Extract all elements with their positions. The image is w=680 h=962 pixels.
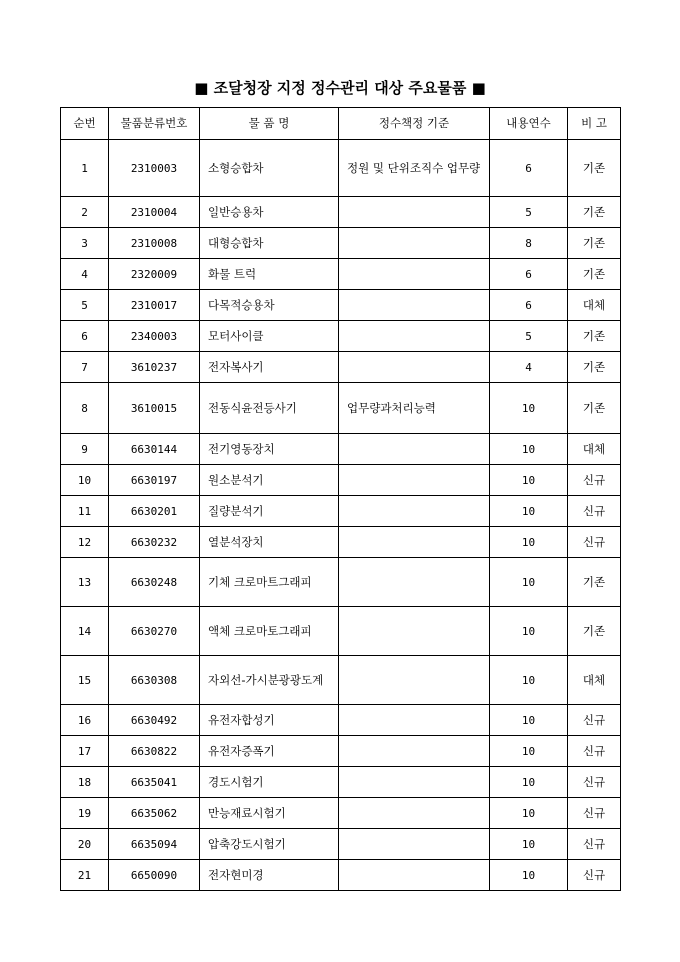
table-row xyxy=(61,860,621,891)
row-criteria xyxy=(339,656,490,705)
row-item-name: 전자복사기 xyxy=(200,352,339,383)
row-class-no: 6630248 xyxy=(109,558,200,607)
row-item-name: 소형승합차 xyxy=(200,140,339,197)
header-seq: 순번 xyxy=(61,108,109,140)
row-remarks: 기존 xyxy=(568,558,621,607)
row-seq: 9 xyxy=(61,434,109,465)
row-seq: 18 xyxy=(61,767,109,798)
row-class-no: 2340003 xyxy=(109,321,200,352)
row-criteria xyxy=(339,352,490,383)
row-seq: 12 xyxy=(61,527,109,558)
row-remarks: 기존 xyxy=(568,140,621,197)
row-class-no: 6630197 xyxy=(109,465,200,496)
table-row xyxy=(61,321,621,352)
row-criteria xyxy=(339,736,490,767)
row-useful-life: 10 xyxy=(490,736,568,767)
row-seq: 2 xyxy=(61,197,109,228)
row-criteria xyxy=(339,767,490,798)
table-row xyxy=(61,736,621,767)
table-row xyxy=(61,383,621,434)
row-criteria xyxy=(339,527,490,558)
row-useful-life: 10 xyxy=(490,607,568,656)
row-remarks: 신규 xyxy=(568,798,621,829)
row-useful-life: 6 xyxy=(490,290,568,321)
row-class-no: 2310003 xyxy=(109,140,200,197)
row-remarks: 기존 xyxy=(568,228,621,259)
row-useful-life: 10 xyxy=(490,829,568,860)
row-class-no: 6630822 xyxy=(109,736,200,767)
row-class-no: 2310017 xyxy=(109,290,200,321)
row-criteria xyxy=(339,465,490,496)
row-class-no: 6650090 xyxy=(109,860,200,891)
header-item-name: 물 품 명 xyxy=(200,108,339,140)
row-item-name: 모터사이클 xyxy=(200,321,339,352)
row-item-name: 일반승용차 xyxy=(200,197,339,228)
row-seq: 19 xyxy=(61,798,109,829)
row-criteria: 업무량과처리능력 xyxy=(339,383,490,434)
header-useful-life: 내용연수 xyxy=(490,108,568,140)
row-useful-life: 10 xyxy=(490,767,568,798)
row-seq: 3 xyxy=(61,228,109,259)
row-useful-life: 8 xyxy=(490,228,568,259)
row-item-name: 기체 크로마트그래피 xyxy=(200,558,339,607)
table-row xyxy=(61,140,621,197)
row-remarks: 기존 xyxy=(568,607,621,656)
header-remarks: 비 고 xyxy=(568,108,621,140)
table-row xyxy=(61,496,621,527)
table-row xyxy=(61,290,621,321)
row-seq: 8 xyxy=(61,383,109,434)
row-remarks: 대체 xyxy=(568,290,621,321)
row-item-name: 만능재료시험기 xyxy=(200,798,339,829)
row-useful-life: 5 xyxy=(490,197,568,228)
row-seq: 17 xyxy=(61,736,109,767)
row-criteria xyxy=(339,321,490,352)
row-remarks: 대체 xyxy=(568,656,621,705)
row-seq: 11 xyxy=(61,496,109,527)
row-criteria: 정원 및 단위조직수 업무량 xyxy=(339,140,490,197)
row-useful-life: 6 xyxy=(490,259,568,290)
row-class-no: 3610237 xyxy=(109,352,200,383)
table-row xyxy=(61,465,621,496)
row-criteria xyxy=(339,558,490,607)
row-item-name: 화물 트럭 xyxy=(200,259,339,290)
table-row xyxy=(61,352,621,383)
row-seq: 16 xyxy=(61,705,109,736)
row-criteria xyxy=(339,607,490,656)
table-row xyxy=(61,197,621,228)
row-seq: 1 xyxy=(61,140,109,197)
row-class-no: 6635062 xyxy=(109,798,200,829)
row-remarks: 신규 xyxy=(568,767,621,798)
row-item-name: 열분석장치 xyxy=(200,527,339,558)
row-criteria xyxy=(339,860,490,891)
row-item-name: 대형승합차 xyxy=(200,228,339,259)
row-item-name: 액체 크로마토그래피 xyxy=(200,607,339,656)
row-criteria xyxy=(339,197,490,228)
table-row xyxy=(61,434,621,465)
row-remarks: 신규 xyxy=(568,527,621,558)
row-useful-life: 4 xyxy=(490,352,568,383)
row-item-name: 원소분석기 xyxy=(200,465,339,496)
row-remarks: 신규 xyxy=(568,736,621,767)
row-remarks: 기존 xyxy=(568,259,621,290)
row-seq: 4 xyxy=(61,259,109,290)
row-remarks: 신규 xyxy=(568,829,621,860)
row-remarks: 기존 xyxy=(568,197,621,228)
row-class-no: 6630232 xyxy=(109,527,200,558)
table-row xyxy=(61,798,621,829)
header-criteria: 정수책정 기준 xyxy=(339,108,490,140)
page-title: ■ 조달청장 지정 정수관리 대상 주요물품 ■ xyxy=(194,79,486,97)
row-item-name: 유전자합성기 xyxy=(200,705,339,736)
row-remarks: 대체 xyxy=(568,434,621,465)
row-class-no: 6630201 xyxy=(109,496,200,527)
table-row xyxy=(61,228,621,259)
row-item-name: 다목적승용차 xyxy=(200,290,339,321)
header-class-no: 물품분류번호 xyxy=(109,108,200,140)
row-useful-life: 10 xyxy=(490,465,568,496)
table-row xyxy=(61,607,621,656)
row-criteria xyxy=(339,705,490,736)
row-criteria xyxy=(339,434,490,465)
row-remarks: 기존 xyxy=(568,352,621,383)
row-useful-life: 10 xyxy=(490,558,568,607)
row-seq: 13 xyxy=(61,558,109,607)
row-criteria xyxy=(339,259,490,290)
table-row xyxy=(61,558,621,607)
row-useful-life: 10 xyxy=(490,496,568,527)
row-class-no: 6630308 xyxy=(109,656,200,705)
row-remarks: 신규 xyxy=(568,465,621,496)
row-class-no: 2320009 xyxy=(109,259,200,290)
table-row xyxy=(61,829,621,860)
row-useful-life: 5 xyxy=(490,321,568,352)
row-class-no: 6630144 xyxy=(109,434,200,465)
row-seq: 10 xyxy=(61,465,109,496)
row-useful-life: 10 xyxy=(490,798,568,829)
row-seq: 5 xyxy=(61,290,109,321)
row-class-no: 6630270 xyxy=(109,607,200,656)
row-item-name: 전자현미경 xyxy=(200,860,339,891)
header-row xyxy=(61,108,621,140)
table-row xyxy=(61,259,621,290)
row-class-no: 6635041 xyxy=(109,767,200,798)
row-criteria xyxy=(339,829,490,860)
row-item-name: 질량분석기 xyxy=(200,496,339,527)
row-class-no: 6630492 xyxy=(109,705,200,736)
row-item-name: 압축강도시험기 xyxy=(200,829,339,860)
row-remarks: 신규 xyxy=(568,705,621,736)
row-remarks: 신규 xyxy=(568,496,621,527)
row-useful-life: 6 xyxy=(490,140,568,197)
row-criteria xyxy=(339,290,490,321)
row-item-name: 유전자증폭기 xyxy=(200,736,339,767)
row-seq: 20 xyxy=(61,829,109,860)
row-item-name: 전기영동장치 xyxy=(200,434,339,465)
row-item-name: 전동식윤전등사기 xyxy=(200,383,339,434)
row-remarks: 기존 xyxy=(568,383,621,434)
row-useful-life: 10 xyxy=(490,434,568,465)
row-remarks: 신규 xyxy=(568,860,621,891)
row-item-name: 경도시험기 xyxy=(200,767,339,798)
row-useful-life: 10 xyxy=(490,656,568,705)
row-criteria xyxy=(339,496,490,527)
row-class-no: 2310008 xyxy=(109,228,200,259)
row-seq: 21 xyxy=(61,860,109,891)
row-useful-life: 10 xyxy=(490,383,568,434)
row-seq: 6 xyxy=(61,321,109,352)
table-row xyxy=(61,656,621,705)
table-row xyxy=(61,705,621,736)
row-class-no: 3610015 xyxy=(109,383,200,434)
table-row xyxy=(61,527,621,558)
row-seq: 14 xyxy=(61,607,109,656)
row-criteria xyxy=(339,798,490,829)
row-criteria xyxy=(339,228,490,259)
row-item-name: 자외선-가시분광광도계 xyxy=(200,656,339,705)
row-useful-life: 10 xyxy=(490,705,568,736)
row-useful-life: 10 xyxy=(490,527,568,558)
table-row xyxy=(61,767,621,798)
row-remarks: 기존 xyxy=(568,321,621,352)
row-seq: 7 xyxy=(61,352,109,383)
row-class-no: 2310004 xyxy=(109,197,200,228)
row-class-no: 6635094 xyxy=(109,829,200,860)
items-table xyxy=(60,107,621,891)
row-seq: 15 xyxy=(61,656,109,705)
row-useful-life: 10 xyxy=(490,860,568,891)
